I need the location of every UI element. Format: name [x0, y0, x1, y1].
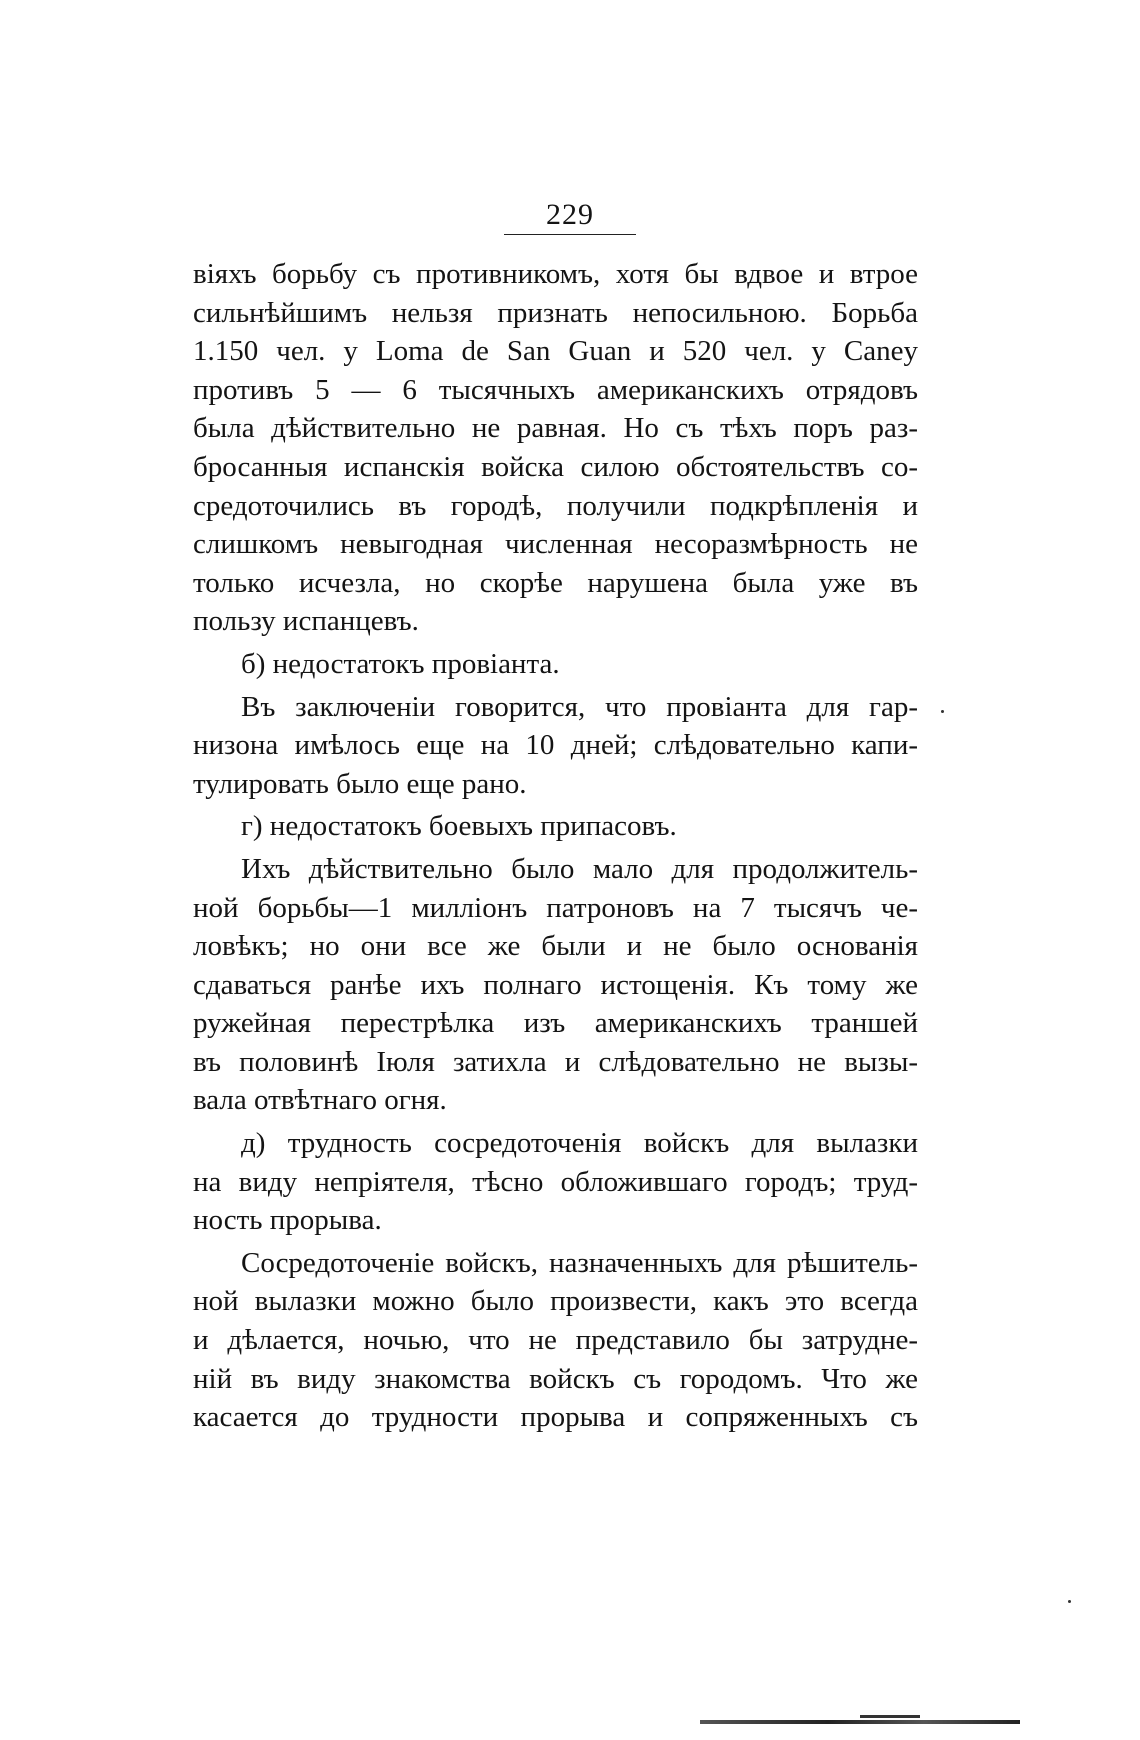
text-line-5: была дѣйствительно не равная. Но съ тѣхъ поръ раз-	[193, 412, 918, 445]
body-text	[193, 255, 918, 1437]
text-line-27: ной вылазки можно было произвести, какъ это всегда	[193, 1285, 918, 1318]
text-line-9: только исчезла, но скорѣе нарушена была уже въ	[193, 566, 918, 599]
text-line-24: на виду непріятеля, тѣсно обложившаго городъ; труд-	[193, 1165, 918, 1198]
scan-speck	[941, 710, 944, 713]
section-heading-b: б) недостатокъ провіанта.	[241, 647, 560, 680]
text-line-29: ній въ виду знакомства войскъ съ городомъ. Что же	[193, 1362, 918, 1395]
text-line-13: низона имѣлось еще на 10 дней; слѣдовательно капи-	[193, 729, 918, 762]
text-line-16: Ихъ дѣйствительно было мало для продолжитель-	[241, 852, 918, 885]
text-line-4: противъ 5 — 6 тысячныхъ американскихъ отрядовъ	[193, 373, 918, 406]
scan-speck	[1068, 1600, 1071, 1603]
scan-edge-mark	[700, 1720, 1020, 1724]
page-number: 229	[504, 200, 636, 235]
text-line-26: Сосредоточеніе войскъ, назначенныхъ для рѣшитель-	[241, 1246, 918, 1279]
text-line-19: сдаваться ранѣе ихъ полнаго истощенія. Къ тому же	[193, 968, 918, 1001]
text-line-22: вала отвѣтнаго огня.	[193, 1084, 447, 1117]
page-number-container	[0, 200, 1140, 235]
scan-edge-mark	[860, 1715, 920, 1718]
text-line-8: слишкомъ невыгодная численная несоразмѣрность не	[193, 528, 918, 561]
text-line-10: пользу испанцевъ.	[193, 605, 419, 638]
text-line-17: ной борьбы—1 милліонъ патроновъ на 7 тысячъ че-	[193, 891, 918, 924]
text-line-21: въ половинѣ Іюля затихла и слѣдовательно не вызы-	[193, 1045, 918, 1078]
text-line-12: Въ заключеніи говорится, что провіанта для гар-	[241, 690, 918, 723]
text-line-18: ловѣкъ; но они все же были и не было основанія	[193, 930, 918, 963]
text-line-3: 1.150 чел. у Loma de San Guan и 520 чел. у Caney	[193, 335, 918, 368]
section-heading-g: г) недостатокъ боевыхъ припасовъ.	[241, 810, 677, 843]
text-line-20: ружейная перестрѣлка изъ американскихъ траншей	[193, 1007, 918, 1040]
text-line-28: и дѣлается, ночью, что не представило бы затрудне-	[193, 1324, 918, 1357]
text-line-7: средоточились въ городѣ, получили подкрѣпленія и	[193, 489, 918, 522]
section-heading-d: д) трудность сосредоточенія войскъ для вылазки	[241, 1127, 918, 1160]
text-line-2: сильнѣйшимъ нельзя признать непосильною. Борьба	[193, 296, 918, 329]
text-line-25: ность прорыва.	[193, 1204, 382, 1237]
text-line-1: віяхъ борьбу съ противникомъ, хотя бы вдвое и втрое	[193, 258, 918, 290]
text-line-6: бросанныя испанскія войска силою обстоятельствъ со-	[193, 450, 918, 483]
text-line-30: касается до трудности прорыва и сопряженныхъ съ	[193, 1401, 918, 1434]
text-line-14: тулировать было еще рано.	[193, 767, 527, 800]
